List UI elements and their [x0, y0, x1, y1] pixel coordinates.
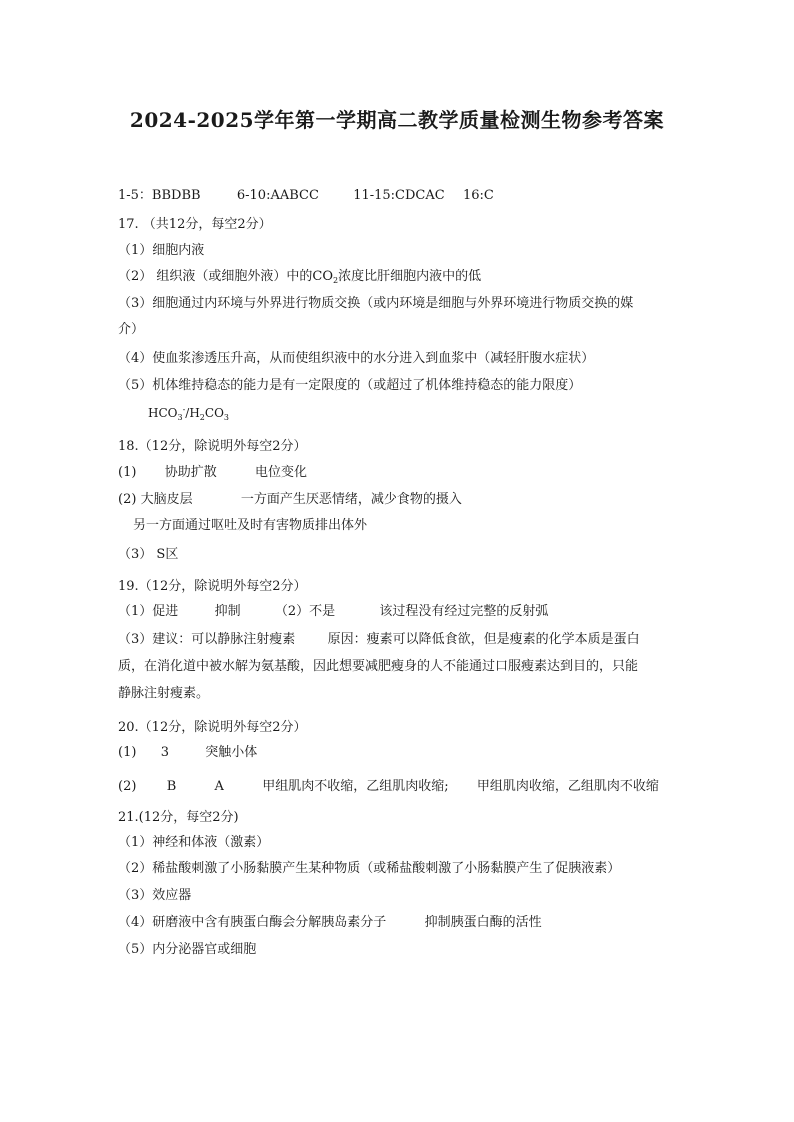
subscript: 3 [223, 413, 230, 422]
answer-text: 抑制 [214, 604, 241, 619]
superscript: - [182, 405, 186, 414]
q17-answer-3-line2: 介） [118, 322, 145, 337]
answer-text: （2）不是 [274, 604, 336, 619]
answer-text: S区 [156, 547, 179, 562]
answer-text: （3）建议：可以静脉注射瘦素 [118, 632, 296, 647]
q17-answer-5b [148, 403, 229, 425]
q17-answer-4: （4）使血浆渗透压升高，从而使组织液中的水分进入到血浆中（减轻肝腹水症状） [118, 351, 595, 366]
answer-text: A [214, 779, 224, 794]
q21-answer-2: （2）稀盐酸刺激了小肠黏膜产生某种物质（或稀盐酸刺激了小肠黏膜产生了促胰液素） [118, 861, 621, 876]
choice-1-5: 1-5：BBDBB [118, 188, 201, 203]
formula-part: CO [204, 406, 224, 420]
subscript: 3 [177, 413, 183, 422]
q19-answer-3-line1 [118, 630, 640, 650]
q21-answer-3: （3）效应器 [118, 888, 192, 903]
answer-text: 电位变化 [255, 465, 308, 480]
q18-answer-3 [118, 545, 178, 565]
q21-answer-1: （1）神经和体液（激素） [118, 835, 270, 850]
answer-text: 该过程没有经过完整的反射弧 [379, 604, 549, 619]
answer-text: 大脑皮层 [140, 492, 193, 507]
q19-answer-1-2 [118, 602, 548, 622]
subscript: 2 [333, 276, 339, 285]
q18-answer-2-cont: 另一方面通过呕吐及时有害物质排出体外 [133, 518, 368, 533]
q19-header: 19.（12分，除说明外每空2分） [118, 579, 307, 594]
formula-part: /H [185, 406, 200, 420]
item-number: (1) [118, 465, 137, 480]
q21-header: 21.(12分，每空2分) [118, 810, 239, 825]
q19-answer-3-line3: 静脉注射瘦素。 [118, 686, 210, 701]
answer-text: 抑制胰蛋白酶的活性 [424, 915, 542, 930]
page-title: 2024-2025学年第一学期高二教学质量检测生物参考答案 [129, 108, 665, 132]
q17-answer-1: （1）细胞内液 [118, 243, 205, 258]
formula-part: HCO [148, 406, 178, 420]
q18-answer-1 [118, 463, 307, 483]
answer-text: 协助扩散 [164, 465, 217, 480]
choice-answers [118, 186, 494, 206]
choice-6-10: 6-10:AABCC [236, 188, 319, 203]
q17-answer-2 [118, 267, 481, 288]
q17-answer-5: （5）机体维持稳态的能力是有一定限度的（或超过了机体维持稳态的能力限度） [118, 378, 582, 393]
choice-11-15: 11-15:CDCAC [353, 188, 445, 203]
q20-header: 20.（12分，除说明外每空2分） [118, 720, 307, 735]
q20-answer-1 [118, 743, 257, 763]
item-number: (2) [118, 492, 137, 507]
subscript: 2 [199, 413, 205, 422]
q19-answer-3-line2: 质，在消化道中被水解为氨基酸，因此想要减肥瘦身的人不能通过口服瘦素达到目的，只能 [118, 659, 639, 674]
q18-answer-2 [118, 490, 462, 510]
answer-text: 原因：瘦素可以降低食欲，但是瘦素的化学本质是蛋白 [327, 632, 640, 647]
answer-text: B [166, 779, 177, 794]
q17-answer-3-line1: （3）细胞通过内环境与外界进行物质交换（或内环境是细胞与外界环境进行物质交换的媒 [118, 296, 634, 311]
item-number: （3） [118, 547, 153, 562]
answer-text: 甲组肌肉不收缩，乙组肌肉收缩; [262, 779, 449, 794]
q17-answer-2-text-end: 浓度比肝细胞内液中的低 [338, 269, 482, 284]
answer-text: （4）研磨液中含有胰蛋白酶会分解胰岛素分子 [118, 915, 387, 930]
q21-answer-5: （5）内分泌器官或细胞 [118, 942, 257, 957]
item-number: (1) [118, 745, 137, 760]
q21-answer-4 [118, 913, 542, 933]
answer-text: 突触小体 [205, 745, 258, 760]
item-number: (2) [118, 779, 137, 794]
answer-text: 3 [160, 745, 169, 760]
answer-text: 甲组肌肉收缩，乙组肌肉不收缩 [476, 779, 659, 794]
q18-header: 18.（12分，除说明外每空2分） [118, 439, 307, 454]
q20-answer-2 [118, 777, 659, 797]
answer-text: 一方面产生厌恶情绪，减少食物的摄入 [240, 492, 462, 507]
answer-text: （1）促进 [118, 604, 179, 619]
q17-header: 17. （共12分，每空2分） [118, 217, 272, 232]
choice-16: 16:C [463, 188, 494, 203]
q17-answer-2-text: （2） 组织液（或细胞外液）中的CO [118, 269, 334, 284]
